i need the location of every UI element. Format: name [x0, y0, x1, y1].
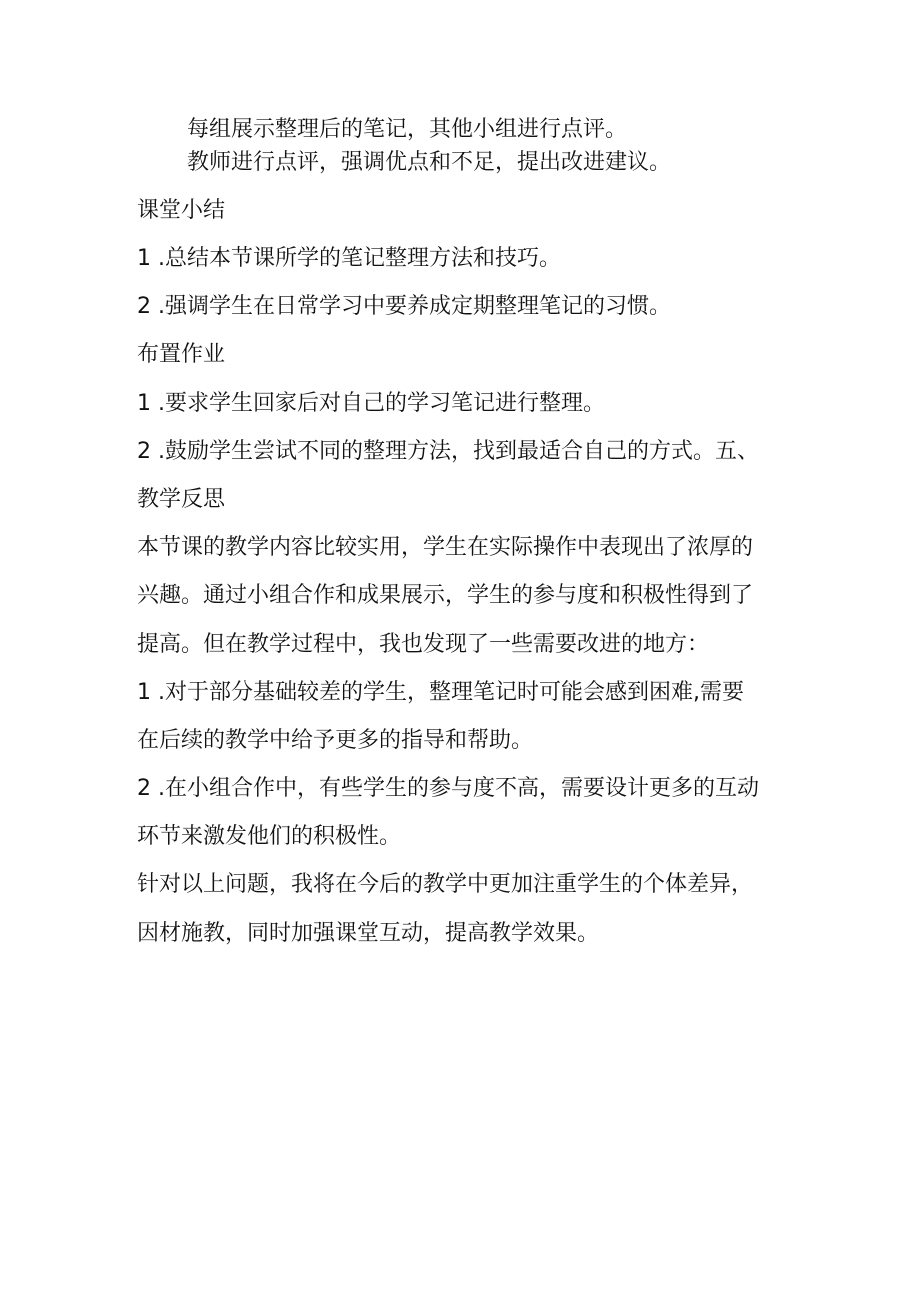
paragraph-line: 每组展示整理后的笔记，其他小组进行点评。	[187, 117, 628, 142]
paragraph-line: 本节课的教学内容比较实用，学生在实际操作中表现出了浓厚的	[137, 535, 754, 560]
paragraph-line: 兴趣。通过小组合作和成果展示，学生的参与度和积极性得到了	[137, 583, 754, 608]
list-item: 1 .对于部分基础较差的学生，整理笔记时可能会感到困难,需要	[137, 680, 744, 705]
section-heading: 布置作业	[137, 342, 226, 367]
list-item: 2 .强调学生在日常学习中要养成定期整理笔记的习惯。	[137, 294, 671, 319]
paragraph-line: 教师进行点评，强调优点和不足，提出改进建议。	[187, 150, 672, 175]
list-item: 1 .总结本节课所学的笔记整理方法和技巧。	[137, 246, 561, 271]
list-item-continuation: 在后续的教学中给予更多的指导和帮助。	[137, 728, 534, 753]
paragraph-line: 针对以上问题，我将在今后的教学中更加注重学生的个体差异，	[137, 872, 754, 897]
list-item: 1 .要求学生回家后对自己的学习笔记进行整理。	[137, 391, 605, 416]
list-item-continuation: 环节来激发他们的积极性。	[137, 824, 402, 849]
section-heading: 教学反思	[137, 487, 226, 512]
list-item: 2 .在小组合作中，有些学生的参与度不高，需要设计更多的互动	[137, 776, 759, 801]
section-heading: 课堂小结	[137, 198, 226, 223]
list-item: 2 .鼓励学生尝试不同的整理方法，找到最适合自己的方式。五、	[137, 439, 759, 464]
paragraph-line: 提高。但在教学过程中，我也发现了一些需要改进的地方：	[137, 632, 710, 657]
paragraph-line: 因材施教，同时加强课堂互动，提高教学效果。	[137, 921, 600, 946]
